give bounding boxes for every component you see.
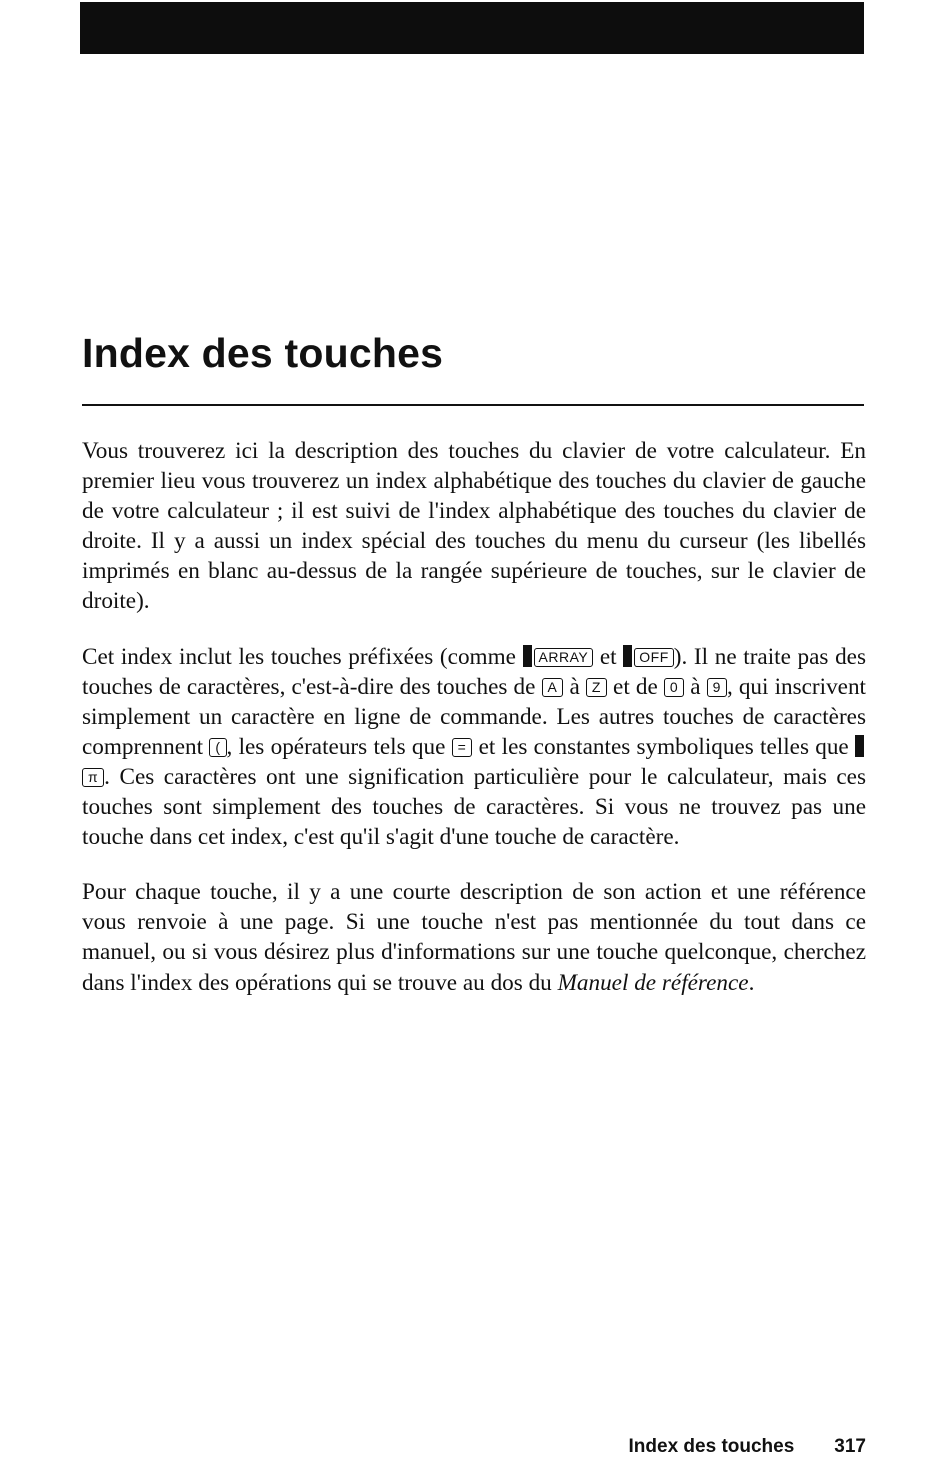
title-rule (82, 404, 864, 406)
text-run: et (593, 643, 624, 670)
page-footer (629, 1436, 866, 1458)
text-run: . Ces caractères ont une signification particulière pour le calculateur, mais ces touches sont simplement des touches de caractères. Si vous ne trouvez pas une touche dans cet index, c'est qu'il s'agit d'une touche de caractère. (82, 763, 866, 851)
body-text (82, 436, 866, 1023)
top-black-bar (80, 2, 864, 54)
paragraph-prefixed-keys (82, 642, 866, 853)
key-z: Z (586, 678, 607, 697)
key-0: 0 (664, 678, 684, 697)
text-run: ). Il ne traite pas des touches de caractères, c'est-à-dire des touches de (82, 643, 866, 700)
running-title: Index des touches (628, 1436, 795, 1457)
key-left-paren: ( (209, 738, 226, 757)
text-run: , qui inscrivent simplement un caractère en ligne de commande. Les autres touches de caractères comprennent (82, 673, 866, 760)
key-equals: = (452, 738, 473, 757)
key-pi: π (82, 768, 104, 787)
shift-key-icon (523, 645, 532, 667)
text-run: . (748, 969, 755, 996)
text-run: à (684, 673, 707, 700)
text-run: à (563, 673, 586, 700)
manual-title: Manuel de référence (557, 969, 749, 996)
paragraph-intro: Vous trouverez ici la description des touches du clavier de votre calculateur. En premier lieu vous trouverez un index alphabétique des touches du clavier de gauche de votre calculateur ; il est suivi de l'index alphabétique des touches du clavier de droite. Il y a aussi un index spécial des touches du menu du curseur (les libellés imprimés en blanc au-dessus de la rangée supérieure de touches, sur le clavier de droite). (82, 438, 866, 615)
key-array: ARRAY (534, 648, 594, 667)
key-9: 9 (707, 678, 727, 697)
text-run: et les constantes symboliques telles que (472, 733, 855, 760)
key-off: OFF (634, 648, 674, 667)
page-title: Index des touches (82, 330, 444, 376)
paragraph-descriptions (82, 877, 866, 997)
text-run: Pour chaque touche, il y a une courte description de son action et une référence vous renvoie à une page. Si une touche n'est pas mentionnée du tout dans ce manuel, ou si vous désirez plus d'informations sur une touche quelconque, cherchez dans l'index des opérations qui se trouve au dos du (82, 879, 866, 996)
shift-key-icon (623, 645, 632, 667)
shift-key-icon (855, 735, 864, 757)
text-run: , les opérateurs tels que (226, 733, 452, 760)
text-run: Cet index inclut les touches préfixées (comme (82, 643, 523, 670)
text-run: et de (606, 673, 664, 700)
key-a: A (542, 678, 564, 697)
page-number: 317 (834, 1436, 866, 1457)
